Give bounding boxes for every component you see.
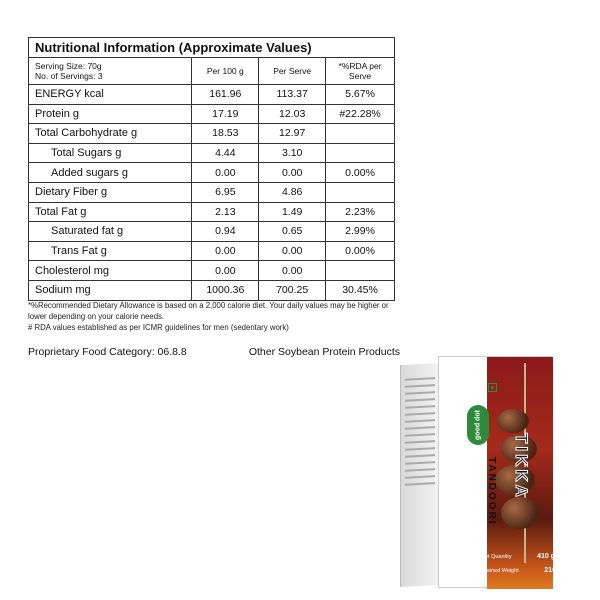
table-row xyxy=(29,163,395,183)
perserve-value: 12.03 xyxy=(259,104,326,124)
table-row xyxy=(29,124,395,144)
perserve-value: 0.00 xyxy=(259,261,326,281)
rda-value: 2.23% xyxy=(326,202,395,222)
servings-count: No. of Servings: 3 xyxy=(35,71,103,81)
drained-label: Drained Weight xyxy=(481,568,519,574)
product-name-line1: TANDOORI xyxy=(486,457,497,526)
nutrient-name: Saturated fat g xyxy=(29,222,192,242)
per100-value: 161.96 xyxy=(192,85,259,105)
table-title: Nutritional Information (Approximate Values) xyxy=(29,38,395,58)
nutrient-name: Total Fat g xyxy=(29,202,192,222)
col-per100: Per 100 g xyxy=(192,58,259,85)
footnotes xyxy=(28,300,398,333)
per100-value: 0.00 xyxy=(192,241,259,261)
table-row xyxy=(29,85,395,105)
nutrient-name: ENERGY kcal xyxy=(29,85,192,105)
rda-value: 0.00% xyxy=(326,241,395,261)
per100-value: 0.00 xyxy=(192,163,259,183)
quantity-strip xyxy=(477,549,591,583)
perserve-value: 3.10 xyxy=(259,143,326,163)
side-nutrition-lines xyxy=(405,377,435,491)
perserve-value: 1.49 xyxy=(259,202,326,222)
per100-value: 0.94 xyxy=(192,222,259,242)
per100-value: 18.53 xyxy=(192,124,259,144)
perserve-value: 12.97 xyxy=(259,124,326,144)
rda-value xyxy=(326,182,395,202)
icmr-footnote: # RDA values established as per ICMR guidelines for men (sedentary work) xyxy=(28,323,289,332)
rda-value xyxy=(326,261,395,281)
nutrient-name: Sodium mg xyxy=(29,280,192,300)
table-row xyxy=(29,241,395,261)
rda-value: 2.99% xyxy=(326,222,395,242)
brand-logo: good dot xyxy=(467,405,489,445)
per100-value: 0.00 xyxy=(192,261,259,281)
nutrient-name: Total Carbohydrate g xyxy=(29,124,192,144)
perserve-value: 113.37 xyxy=(259,85,326,105)
rda-value: #22.28% xyxy=(326,104,395,124)
per100-value: 1000.36 xyxy=(192,280,259,300)
nutrient-name: Dietary Fiber g xyxy=(29,182,192,202)
rda-value: 30.45% xyxy=(326,280,395,300)
perserve-value: 700.25 xyxy=(259,280,326,300)
table-row xyxy=(29,182,395,202)
food-category xyxy=(28,346,400,358)
product-box-image xyxy=(400,356,563,588)
net-qty-label: Net Quantity xyxy=(481,554,512,560)
veg-mark-icon xyxy=(488,383,497,392)
per100-value: 4.44 xyxy=(192,143,259,163)
perserve-value: 0.00 xyxy=(259,163,326,183)
box-front-panel xyxy=(438,356,563,588)
rda-value: 5.67% xyxy=(326,85,395,105)
product-name-line2: TIKKA xyxy=(512,433,531,500)
table-row xyxy=(29,222,395,242)
box-side-panel xyxy=(400,363,438,587)
perserve-value: 4.86 xyxy=(259,182,326,202)
per100-value: 2.13 xyxy=(192,202,259,222)
col-perserve: Per Serve xyxy=(259,58,326,85)
table-header-row xyxy=(29,58,395,85)
table-row xyxy=(29,143,395,163)
table-row xyxy=(29,202,395,222)
nutrient-name: Cholesterol mg xyxy=(29,261,192,281)
drained-value: 210 g xyxy=(544,567,563,574)
table-row xyxy=(29,280,395,300)
table-row xyxy=(29,104,395,124)
table-row xyxy=(29,261,395,281)
nutrient-name: Trans Fat g xyxy=(29,241,192,261)
tikka-piece-icon xyxy=(497,409,529,433)
tikka-piece-icon xyxy=(501,497,539,529)
category-code: Proprietary Food Category: 06.8.8 xyxy=(28,346,187,358)
rda-footnote: *%Recommended Dietary Allowance is based on a 2,000 calorie diet. Your daily values may be higher or lower depending on your calorie needs. xyxy=(28,301,389,321)
category-name: Other Soybean Protein Products xyxy=(248,346,400,358)
nutrient-name: Total Sugars g xyxy=(29,143,192,163)
rda-value xyxy=(326,143,395,163)
serving-info xyxy=(29,58,192,85)
net-quantity xyxy=(481,553,555,560)
col-rda: *%RDA per Serve xyxy=(326,58,395,85)
drained-weight xyxy=(481,567,562,574)
rda-value: 0.00% xyxy=(326,163,395,183)
nutrient-name: Added sugars g xyxy=(29,163,192,183)
perserve-value: 0.00 xyxy=(259,241,326,261)
perserve-value: 0.65 xyxy=(259,222,326,242)
per100-value: 17.19 xyxy=(192,104,259,124)
nutrition-table xyxy=(28,37,395,301)
per100-value: 6.95 xyxy=(192,182,259,202)
rda-value xyxy=(326,124,395,144)
serving-size: Serving Size: 70g xyxy=(35,61,102,71)
nutrient-name: Protein g xyxy=(29,104,192,124)
net-qty-value: 410 g xyxy=(537,553,556,560)
